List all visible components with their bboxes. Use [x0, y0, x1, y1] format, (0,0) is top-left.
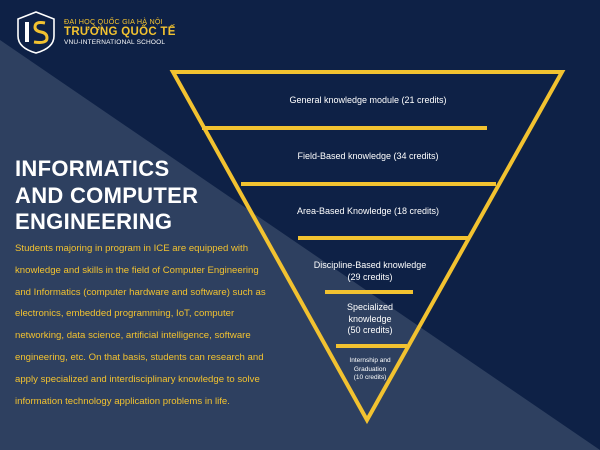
tier-label-line: Graduation — [353, 365, 387, 373]
tier-label-internship — [349, 357, 390, 383]
tier-label-discipline — [314, 260, 427, 283]
tier-label-line: (10 credits) — [353, 374, 387, 381]
logo-university-name: ĐẠI HỌC QUỐC GIA HÀ NỘI — [64, 16, 163, 26]
tier-label-line: Internship and — [349, 357, 391, 364]
program-description: Students majoring in program in ICE are equipped with knowledge and skills in the field of Computer Engineering and Informatics (computer hardware and software) such as electronics, embedded programming, IoT, computer networking, data science, artificial intelligence, software engineering, etc. On that basis, students can research and apply specialized and interdisciplinary knowledge to solve information technology application problems in life. — [15, 243, 266, 407]
logo-school-english-name: VNU-INTERNATIONAL SCHOOL — [64, 39, 166, 47]
tier-label-line: Specialized — [346, 302, 394, 312]
tier-label-line: Field-Based knowledge (34 credits) — [297, 151, 439, 161]
tier-label-field — [297, 151, 438, 163]
tier-label-line: Area-Based Knowledge (18 credits) — [296, 206, 440, 216]
tier-label-line: General knowledge module (21 credits) — [289, 95, 447, 105]
tier-label-general — [289, 95, 446, 107]
title-line: INFORMATICS — [15, 156, 170, 181]
tier-label-area — [297, 206, 439, 218]
tier-label-line: (50 credits) — [347, 325, 393, 335]
title-line: AND COMPUTER — [15, 182, 199, 208]
tier-label-line: (29 credits) — [347, 271, 393, 282]
logo-school-name: TRƯỜNG QUỐC TẾ — [64, 25, 176, 38]
tier-label-specialized — [347, 302, 393, 337]
title-line: ENGINEERING — [15, 209, 173, 234]
tier-label-line: knowledge — [348, 313, 392, 324]
tier-label-line: Discipline-Based knowledge — [313, 260, 427, 270]
